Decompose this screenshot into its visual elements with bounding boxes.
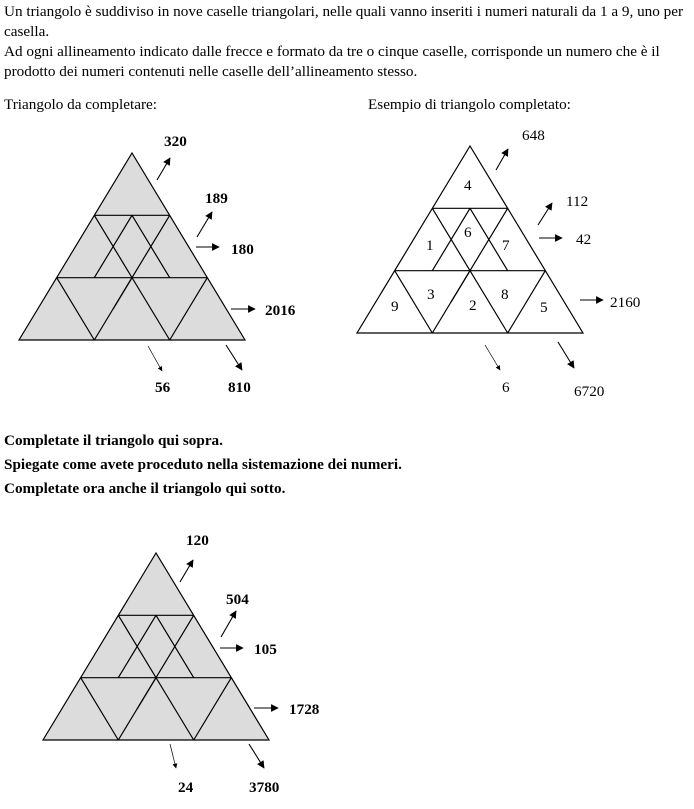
arrow-top	[157, 158, 170, 180]
product-bottom-center: 56	[155, 379, 171, 396]
product-right-row2: 180	[231, 241, 254, 258]
product-upper-right: 189	[205, 190, 228, 207]
example-cell-row2-left: 1	[426, 237, 434, 254]
example-product-right-row2: 42	[576, 231, 592, 248]
example-cell-row3-d: 8	[501, 286, 509, 303]
example-arrow-bottom-right	[558, 342, 574, 368]
example-arrow-upper-right	[538, 203, 552, 225]
arrow-bottom-right	[226, 345, 242, 370]
label-to-complete: Triangolo da completare:	[4, 96, 157, 113]
t2-arrow-bottom-right	[249, 744, 264, 768]
example-cell-row2-right: 7	[502, 237, 510, 254]
t2-product-bottom-right: 3780	[249, 779, 280, 796]
instruction-line-2: Spiegate come avete proceduto nella sistemazione dei numeri.	[4, 456, 402, 473]
example-arrow-bottom-center	[485, 345, 500, 370]
instruction-line-3: Completate ora anche il triangolo qui sotto.	[4, 480, 286, 497]
intro-paragraph-2: Ad ogni allineamento indicato dalle frecce e formato da tre o cinque caselle, corrisponde un numero che è il prodotto dei numeri contenuti nelle caselle dell’allineamento stesso.	[4, 43, 660, 80]
product-top: 320	[164, 133, 187, 150]
example-product-top: 648	[522, 127, 545, 144]
instruction-line-1: Completate il triangolo qui sopra.	[4, 432, 223, 449]
t2-arrow-bottom-center	[170, 744, 176, 768]
triangle-to-complete	[19, 133, 296, 396]
example-arrow-top	[496, 149, 508, 170]
example-product-bottom-center: 6	[502, 379, 510, 396]
product-bottom-right: 810	[228, 379, 251, 396]
example-product-right-row3: 2160	[610, 294, 641, 311]
product-right-row3: 2016	[265, 302, 296, 319]
t2-product-upper-right: 504	[226, 591, 249, 608]
example-cell-row3-c: 2	[469, 297, 477, 314]
instructions	[4, 429, 690, 501]
arrow-bottom-center	[148, 346, 162, 371]
t2-product-top: 120	[186, 532, 209, 549]
intro-paragraph-1: Un triangolo è suddiviso in nove caselle triangolari, nelle quali vanno inseriti i numeri naturali da 1 a 9, uno per casella.	[4, 3, 684, 40]
example-cell-row3-e: 5	[540, 299, 548, 316]
example-product-bottom-right: 6720	[574, 383, 605, 400]
triangle-second	[43, 532, 320, 796]
arrow-upper-right	[197, 212, 212, 237]
t2-arrow-top	[180, 560, 193, 582]
example-cell-row2-mid: 6	[464, 224, 472, 241]
label-example: Esempio di triangolo completato:	[368, 96, 571, 113]
example-product-upper-right: 112	[566, 193, 589, 210]
t2-arrow-upper-right	[221, 611, 236, 637]
example-triangle	[357, 127, 641, 400]
example-cell-row3-a: 9	[391, 298, 399, 315]
example-cell-row3-b: 3	[427, 286, 435, 303]
t2-product-right-row3: 1728	[289, 701, 320, 718]
t2-product-right-row2: 105	[254, 641, 277, 658]
t2-product-bottom-center: 24	[178, 779, 194, 796]
example-cell-top: 4	[464, 177, 472, 194]
